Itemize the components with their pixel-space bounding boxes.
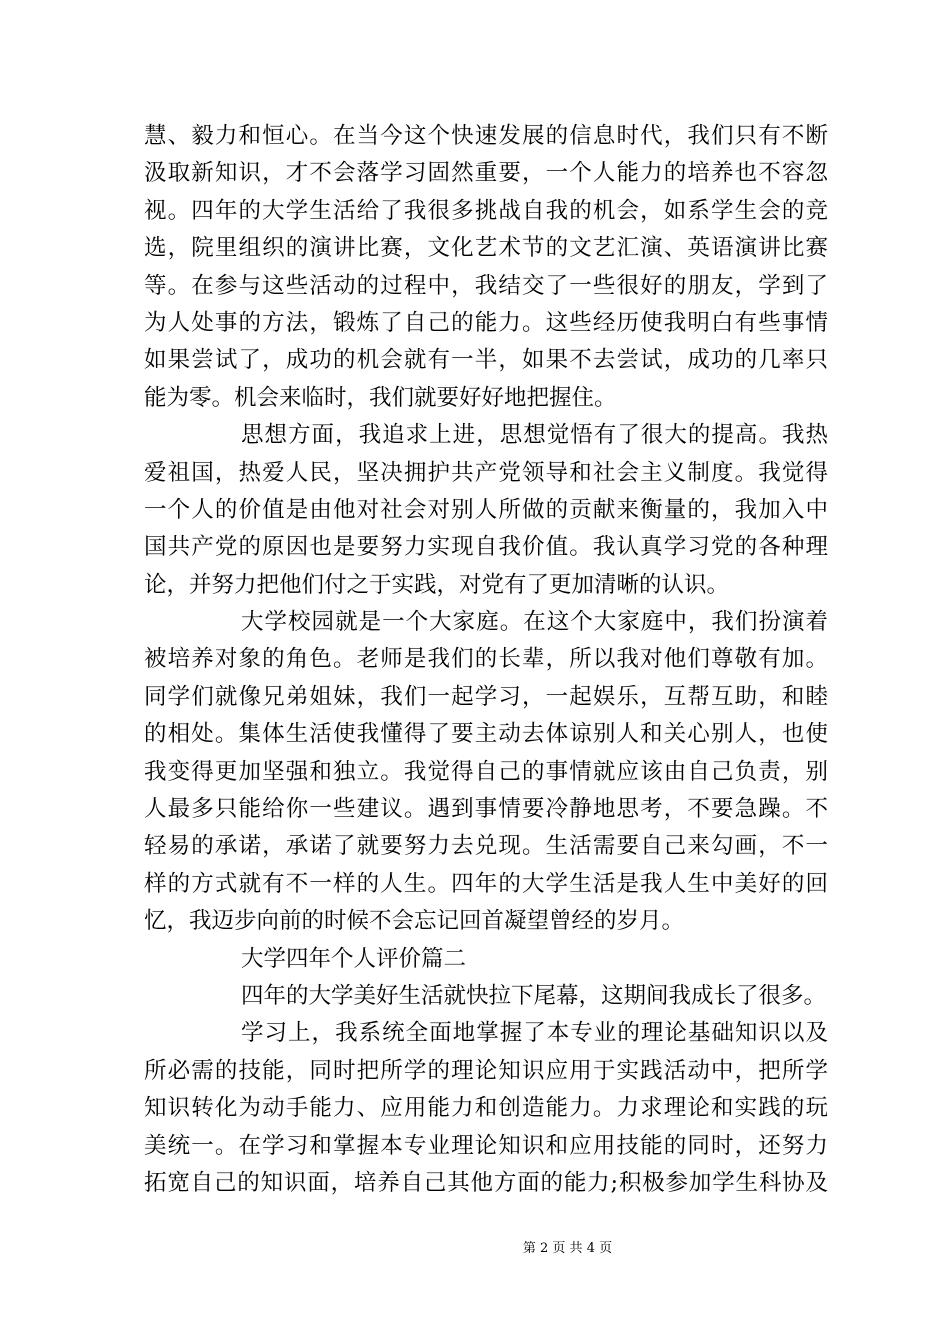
text-line: 国共产党的原因也是要努力实现自我价值。我认真学习党的各种理 (144, 534, 828, 561)
page-number: 第 2 页 共 4 页 (522, 1241, 613, 1256)
page-footer (0, 1237, 950, 1256)
text-line: 学习上，我系统全面地掌握了本专业的理论基础知识以及 (241, 1020, 828, 1047)
text-line: 知识转化为动手能力、应用能力和创造能力。力求理论和实践的玩 (144, 1095, 828, 1122)
paragraph-4 (144, 978, 828, 1015)
text-line: 拓宽自己的知识面，培养自己其他方面的能力;积极参加学生科协及 (144, 1169, 828, 1196)
text-line: 美统一。在学习和掌握本专业理论知识和应用技能的同时，还努力 (144, 1132, 828, 1159)
text-line: 思想方面，我追求上进，思想觉悟有了很大的提高。我热 (241, 422, 828, 449)
text-line: 所必需的技能，同时把所学的理论知识应用于实践活动中，把所学 (144, 1057, 828, 1084)
text-line: 同学们就像兄弟姐妹，我们一起学习，一起娱乐，互帮互助，和睦 (144, 683, 828, 710)
text-line: 能为零。机会来临时，我们就要好好地把握住。 (144, 384, 617, 411)
text-line: 汲取新知识，才不会落学习固然重要，一个人能力的培养也不容忽 (144, 160, 828, 187)
paragraph-3 (144, 604, 828, 941)
text-line: 一个人的价值是由他对社会对别人所做的贡献来衡量的，我加入中 (144, 496, 828, 523)
document-body (144, 118, 828, 1202)
text-line: 慧、毅力和恒心。在当今这个快速发展的信息时代，我们只有不断 (144, 123, 828, 149)
text-line: 等。在参与这些活动的过程中，我结交了一些很好的朋友，学到了 (144, 272, 828, 299)
text-line: 爱祖国，热爱人民，坚决拥护共产党领导和社会主义制度。我觉得 (144, 459, 828, 486)
text-line: 选，院里组织的演讲比赛，文化艺术节的文艺汇演、英语演讲比赛 (144, 235, 828, 262)
paragraph-1 (144, 118, 828, 417)
text-line: 忆，我迈步向前的时候不会忘记回首凝望曾经的岁月。 (144, 908, 685, 935)
text-line: 为人处事的方法，锻炼了自己的能力。这些经历使我明白有些事情 (144, 309, 828, 336)
section-heading: 大学四年个人评价篇二 (241, 945, 467, 972)
text-line: 轻易的承诺，承诺了就要努力去兑现。生活需要自己来勾画，不一 (144, 833, 828, 860)
paragraph-2 (144, 417, 828, 604)
text-line: 四年的大学美好生活就快拉下尾幕，这期间我成长了很多。 (241, 982, 827, 1009)
text-line: 被培养对象的角色。老师是我们的长辈，所以我对他们尊敬有加。 (144, 646, 828, 673)
paragraph-5 (144, 1015, 828, 1202)
text-line: 样的方式就有不一样的人生。四年的大学生活是我人生中美好的回 (144, 870, 828, 897)
text-line: 的相处。集体生活使我懂得了要主动去体谅别人和关心别人，也使 (144, 721, 828, 748)
text-line: 视。四年的大学生活给了我很多挑战自我的机会，如系学生会的竞 (144, 197, 828, 224)
text-line: 大学校园就是一个大家庭。在这个大家庭中，我们扮演着 (241, 609, 828, 636)
text-line: 如果尝试了，成功的机会就有一半，如果不去尝试，成功的几率只 (144, 347, 828, 374)
text-line: 我变得更加坚强和独立。我觉得自己的事情就应该由自己负责，别 (144, 758, 828, 785)
text-line: 人最多只能给你一些建议。遇到事情要冷静地思考，不要急躁。不 (144, 796, 828, 823)
text-line: 论，并努力把他们付之于实践，对党有了更加清晰的认识。 (144, 571, 730, 598)
